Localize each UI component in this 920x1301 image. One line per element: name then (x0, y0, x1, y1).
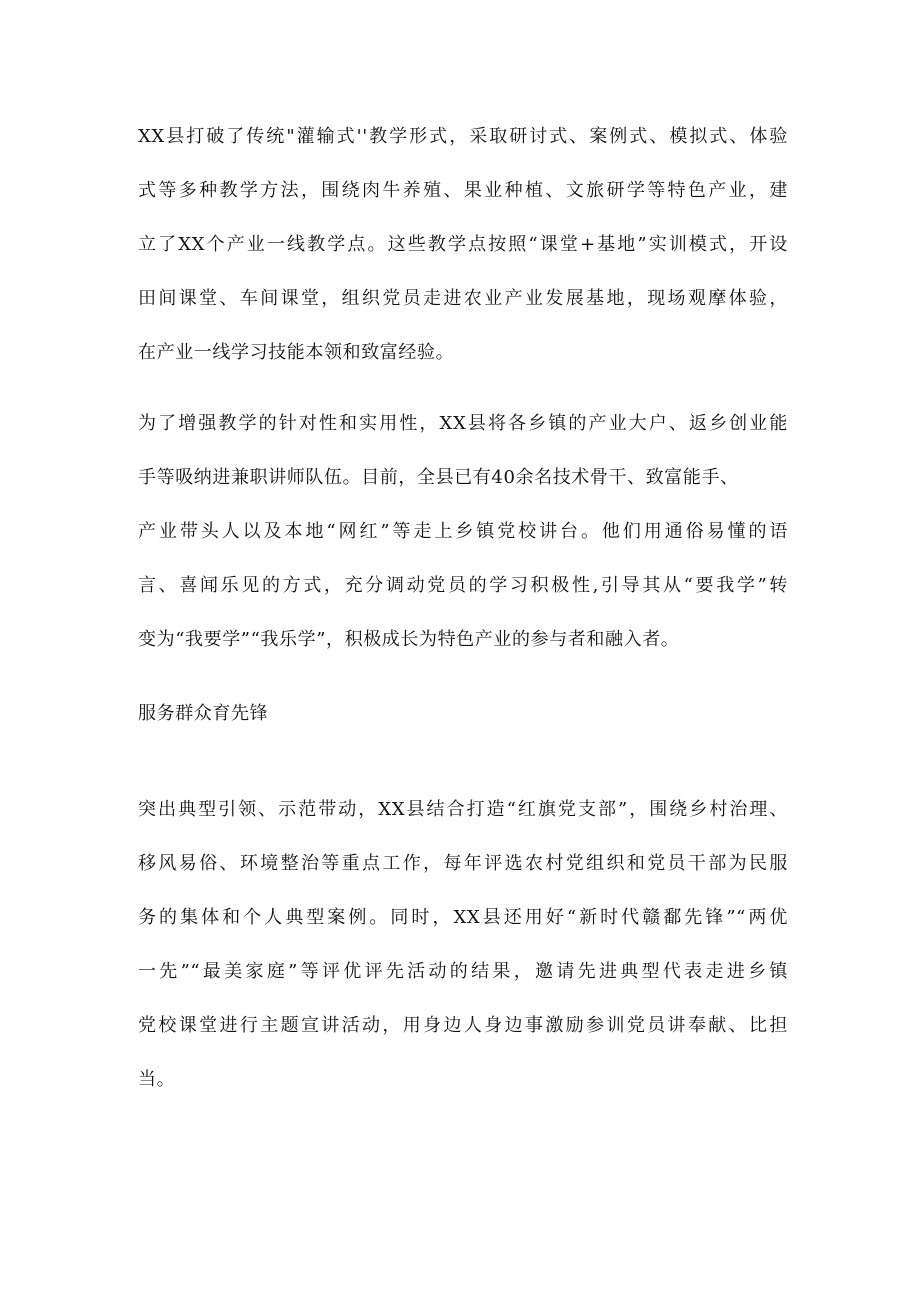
paragraph-typical-cases (138, 783, 788, 1107)
paragraph-line: 一先”“最美家庭”等评优评先活动的结果，邀请先进典型代表走进乡镇 (138, 961, 788, 982)
paragraph-line: 突出典型引领、示范带动，XX县结合打造“红旗党支部”，围绕乡村治理、 (138, 799, 788, 820)
paragraph-line: 田间课堂、车间课堂，组织党员走进农业产业发展基地，现场观摩体验， (138, 288, 788, 309)
paragraph-line: 党校课堂进行主题宣讲活动，用身边人身边事激励参训党员讲奉献、比担 (138, 1015, 788, 1036)
paragraph-line: 移风易俗、环境整治等重点工作，每年评选农村党组织和党员干部为民服 (138, 853, 788, 874)
paragraph-line: 变为“我要学”“我乐学”，积极成长为特色产业的参与者和融入者。 (138, 629, 680, 650)
paragraph-line: 在产业一线学习技能本领和致富经验。 (138, 342, 455, 363)
paragraph-line: 言、喜闻乐见的方式，充分调动党员的学习积极性,引导其从“要我学”转 (138, 575, 788, 596)
paragraph-lecturer-team (138, 397, 788, 667)
paragraph-line: 产业带头人以及本地“网红”等走上乡镇党校讲台。他们用通俗易懂的语 (138, 521, 788, 542)
paragraph-line: 式等多种教学方法，围绕肉牛养殖、果业种植、文旅研学等特色产业，建 (138, 180, 788, 201)
paragraph-line: 为了增强教学的针对性和实用性，XX县将各乡镇的产业大户、返乡创业能 (138, 413, 788, 434)
paragraph-line: 务的集体和个人典型案例。同时，XX县还用好“新时代赣鄱先锋”“两优 (138, 907, 788, 928)
paragraph-teaching-points (138, 110, 788, 380)
paragraph-line: 手等吸纳进兼职讲师队伍。目前，全县已有40余名技术骨干、致富能手、 (138, 467, 739, 488)
section-heading (138, 687, 788, 741)
paragraph-line: 当。 (138, 1069, 176, 1090)
paragraph-line: XX县打破了传统"灌输式''教学形式，采取研讨式、案例式、模拟式、体验 (138, 126, 788, 147)
paragraph-line: 立了XX个产业一线教学点。这些教学点按照“课堂+基地”实训模式，开设 (138, 234, 788, 255)
section-heading-text: 服务群众育先锋 (138, 703, 269, 724)
